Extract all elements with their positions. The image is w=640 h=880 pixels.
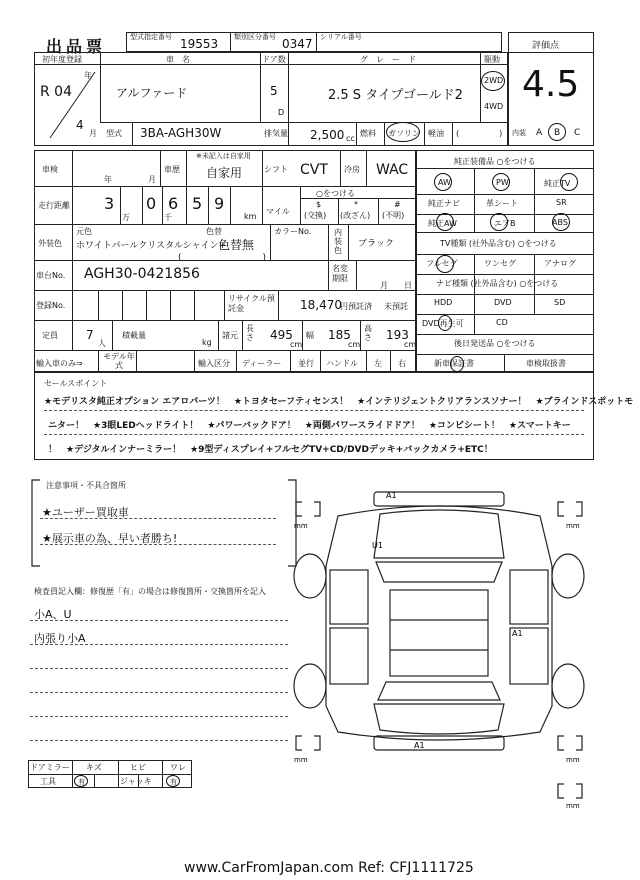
grade-value: 2.5 S タイプゴールド2 <box>328 88 463 103</box>
recycle-value: 18,470 <box>300 298 342 312</box>
inspector-label: 検査員記入欄：修復歴「有」の場合は修復箇所・交換箇所を記入 <box>34 587 266 596</box>
mile-label: マイル <box>266 207 290 216</box>
length-value: 495 <box>270 328 293 342</box>
equip-pw: PW <box>496 178 509 187</box>
repaint-value: 色替無 <box>218 238 255 252</box>
equip-leather: 革シート <box>486 199 518 208</box>
mileage-digit-5: 9 <box>214 194 225 213</box>
usage-value: 自家用 <box>206 166 243 180</box>
recycle-unpaid: 未預託 <box>384 302 408 311</box>
sheet-title: 出品票 <box>46 37 107 56</box>
import-route-label: 輸入車のみ⇒ <box>36 359 83 368</box>
legend-mirror: ドアミラー <box>30 763 70 772</box>
model-label: 型式 <box>106 129 122 138</box>
equip-aw: AW <box>438 178 451 187</box>
tv-title: TV種類 (社外品含む) ○をつける <box>440 239 557 248</box>
damage-mark-hood: U1 <box>372 541 383 550</box>
capacity-value: 7 <box>86 328 94 342</box>
fuel-circle <box>386 122 420 142</box>
ac-label: 冷房 <box>344 165 360 174</box>
interior-color-value: ブラック <box>358 239 394 249</box>
damage-mark-right-door: A1 <box>512 629 523 638</box>
load-label: 積載量 <box>122 331 146 340</box>
svg-text:mm: mm <box>566 802 580 810</box>
handle-label: ハンドル <box>326 359 358 368</box>
score-label: 評価点 <box>532 41 560 51</box>
nav-hdd: HDD <box>434 298 453 307</box>
equip-abs: ABS <box>552 218 568 227</box>
type-cert-label: 型式指定番号 <box>130 33 172 41</box>
shaken-label: 車検 <box>42 165 58 174</box>
ac-value: WAC <box>376 162 409 178</box>
first-reg-label: 初年度登録 <box>42 55 82 64</box>
import-class-label: 輸入区分 <box>198 359 230 368</box>
shift-label: シフト <box>264 165 288 174</box>
usage-label: 車歴 <box>164 165 180 174</box>
mileage-digit-4: 5 <box>192 194 203 213</box>
class-label: 類別区分番号 <box>234 33 276 41</box>
nav-sd: SD <box>554 298 566 307</box>
footer-reference: www.CarFromJapan.com Ref: CFJ1111725 <box>184 860 474 876</box>
shift-value: CVT <box>300 162 328 178</box>
notes-label: 注意事項・不具合箇所 <box>46 481 126 490</box>
legend-crack: ヒビ <box>130 763 146 772</box>
name-change-label: 名変期限 <box>332 264 348 283</box>
color-no-label: カラーNo. <box>274 227 312 236</box>
equip-sr: SR <box>556 198 567 207</box>
legend-tools: 工具 <box>40 777 56 786</box>
docs-title: 後日発送品 ○をつける <box>454 339 536 348</box>
equip-alloy: 純正AW <box>428 219 457 228</box>
inspector-line-2: 内張り小A <box>34 632 86 645</box>
sales-point-line-2: ニター！ ★3眼LEDヘッドライト！ ★パワーバックドア！ ★両側パワースライドドア！ ★コンビシート！ ★スマートキー <box>48 421 571 431</box>
original-color: ホワイトパールクリスタルシャイン+ <box>76 241 227 251</box>
score-value: 4.5 <box>522 64 580 105</box>
note-line-2: ★展示車の為、早い者勝ち! <box>42 532 178 545</box>
grade-label: グ レ ー ド <box>360 55 416 64</box>
svg-text:mm: mm <box>566 756 580 764</box>
interior-grade-circle <box>548 123 566 141</box>
nav-dvd: DVD <box>494 298 512 307</box>
displacement-label: 排気量 <box>264 129 288 138</box>
capacity-label: 定員 <box>42 331 58 340</box>
mileage-label: 走行距離 <box>38 201 70 210</box>
note-line-1: ★ユーザー買取車 <box>42 506 129 519</box>
dims-label: 諸元 <box>222 331 238 340</box>
inspector-line-1: 小A、U <box>34 608 72 621</box>
equip-tv: 純正TV <box>544 179 571 188</box>
docs-warranty: 新車保証書 <box>434 359 474 368</box>
car-name: アルファード <box>116 86 188 100</box>
mileage-digit-3: 6 <box>168 194 179 213</box>
tv-fullseg: フルセグ <box>426 259 458 268</box>
docs-manual: 車検取扱書 <box>526 359 566 368</box>
nav-dvd-play: DVD再生可 <box>422 319 464 328</box>
height-value: 193 <box>386 328 409 342</box>
equipment-title: 純正装備品 ○をつける <box>454 157 536 166</box>
mileage-digit-1: 3 <box>104 194 115 213</box>
sales-points-label: セールスポイント <box>44 379 108 388</box>
svg-text:mm: mm <box>566 522 580 530</box>
type-cert-value: 19553 <box>180 37 219 51</box>
doors-label: ドア数 <box>262 55 286 64</box>
first-reg-era: R 04 <box>40 84 72 100</box>
tv-analog: アナログ <box>544 259 576 268</box>
legend-broken: ワレ <box>170 763 186 772</box>
model-year-label: モデル年式 <box>103 352 135 370</box>
model-value: 3BA-AGH30W <box>140 126 222 140</box>
fuel-gasoline: ガソリン <box>388 129 420 138</box>
color-label: 外装色 <box>38 239 62 248</box>
car-name-label: 車 名 <box>166 55 190 64</box>
fuel-diesel: 軽油 <box>428 129 444 138</box>
equip-airbag: エアB <box>494 219 516 228</box>
legend-scratch: キズ <box>86 763 102 772</box>
interior-grade-label: 内装 <box>512 129 526 137</box>
interior-color-label: 内装色 <box>334 228 342 255</box>
legend-jack: ジャッキ <box>120 777 152 786</box>
chassis-label: 車台No. <box>36 271 66 280</box>
sales-point-line-1: ★モデリスタ純正オプション エアロパーツ！ ★トヨタセーフティセンス！ ★インテリジェントクリアランスソナー！ ★ブラインドスポットモ <box>44 397 634 407</box>
drive-label: 駆動 <box>484 55 500 64</box>
mileage-digit-2: 0 <box>146 194 157 213</box>
equip-navi: 純正ナビ <box>428 199 460 208</box>
displacement-value: 2,500 <box>310 128 345 142</box>
first-reg-month: 4 <box>76 118 84 132</box>
drive-2wd-circle <box>481 71 505 91</box>
nav-cd: CD <box>496 318 508 327</box>
sales-point-line-3: ！ ★デジタルインナーミラー！ ★9型ディスプレイ+フルセグTV+CD/DVDデッキ+バックカメラ+ETC！ <box>48 445 493 455</box>
tv-oneseg: ワンセグ <box>484 259 516 268</box>
registration-label: 登録No. <box>36 301 66 310</box>
fuel-label: 燃料 <box>360 129 376 138</box>
serial-label: シリアル番号 <box>320 33 362 41</box>
doors-value: 5 <box>270 84 278 98</box>
chassis-value: AGH30-0421856 <box>84 266 200 282</box>
car-damage-diagram <box>290 486 600 810</box>
width-value: 185 <box>328 328 351 342</box>
class-value: 0347 <box>282 37 313 51</box>
damage-mark-front: A1 <box>386 491 397 500</box>
nav-title: ナビ種類 (社外品含む) ○をつける <box>436 279 559 288</box>
damage-mark-rear: A1 <box>414 741 425 750</box>
recycle-label: リサイクル預託金 <box>228 294 275 313</box>
svg-text:mm: mm <box>294 522 308 530</box>
svg-text:mm: mm <box>294 756 308 764</box>
